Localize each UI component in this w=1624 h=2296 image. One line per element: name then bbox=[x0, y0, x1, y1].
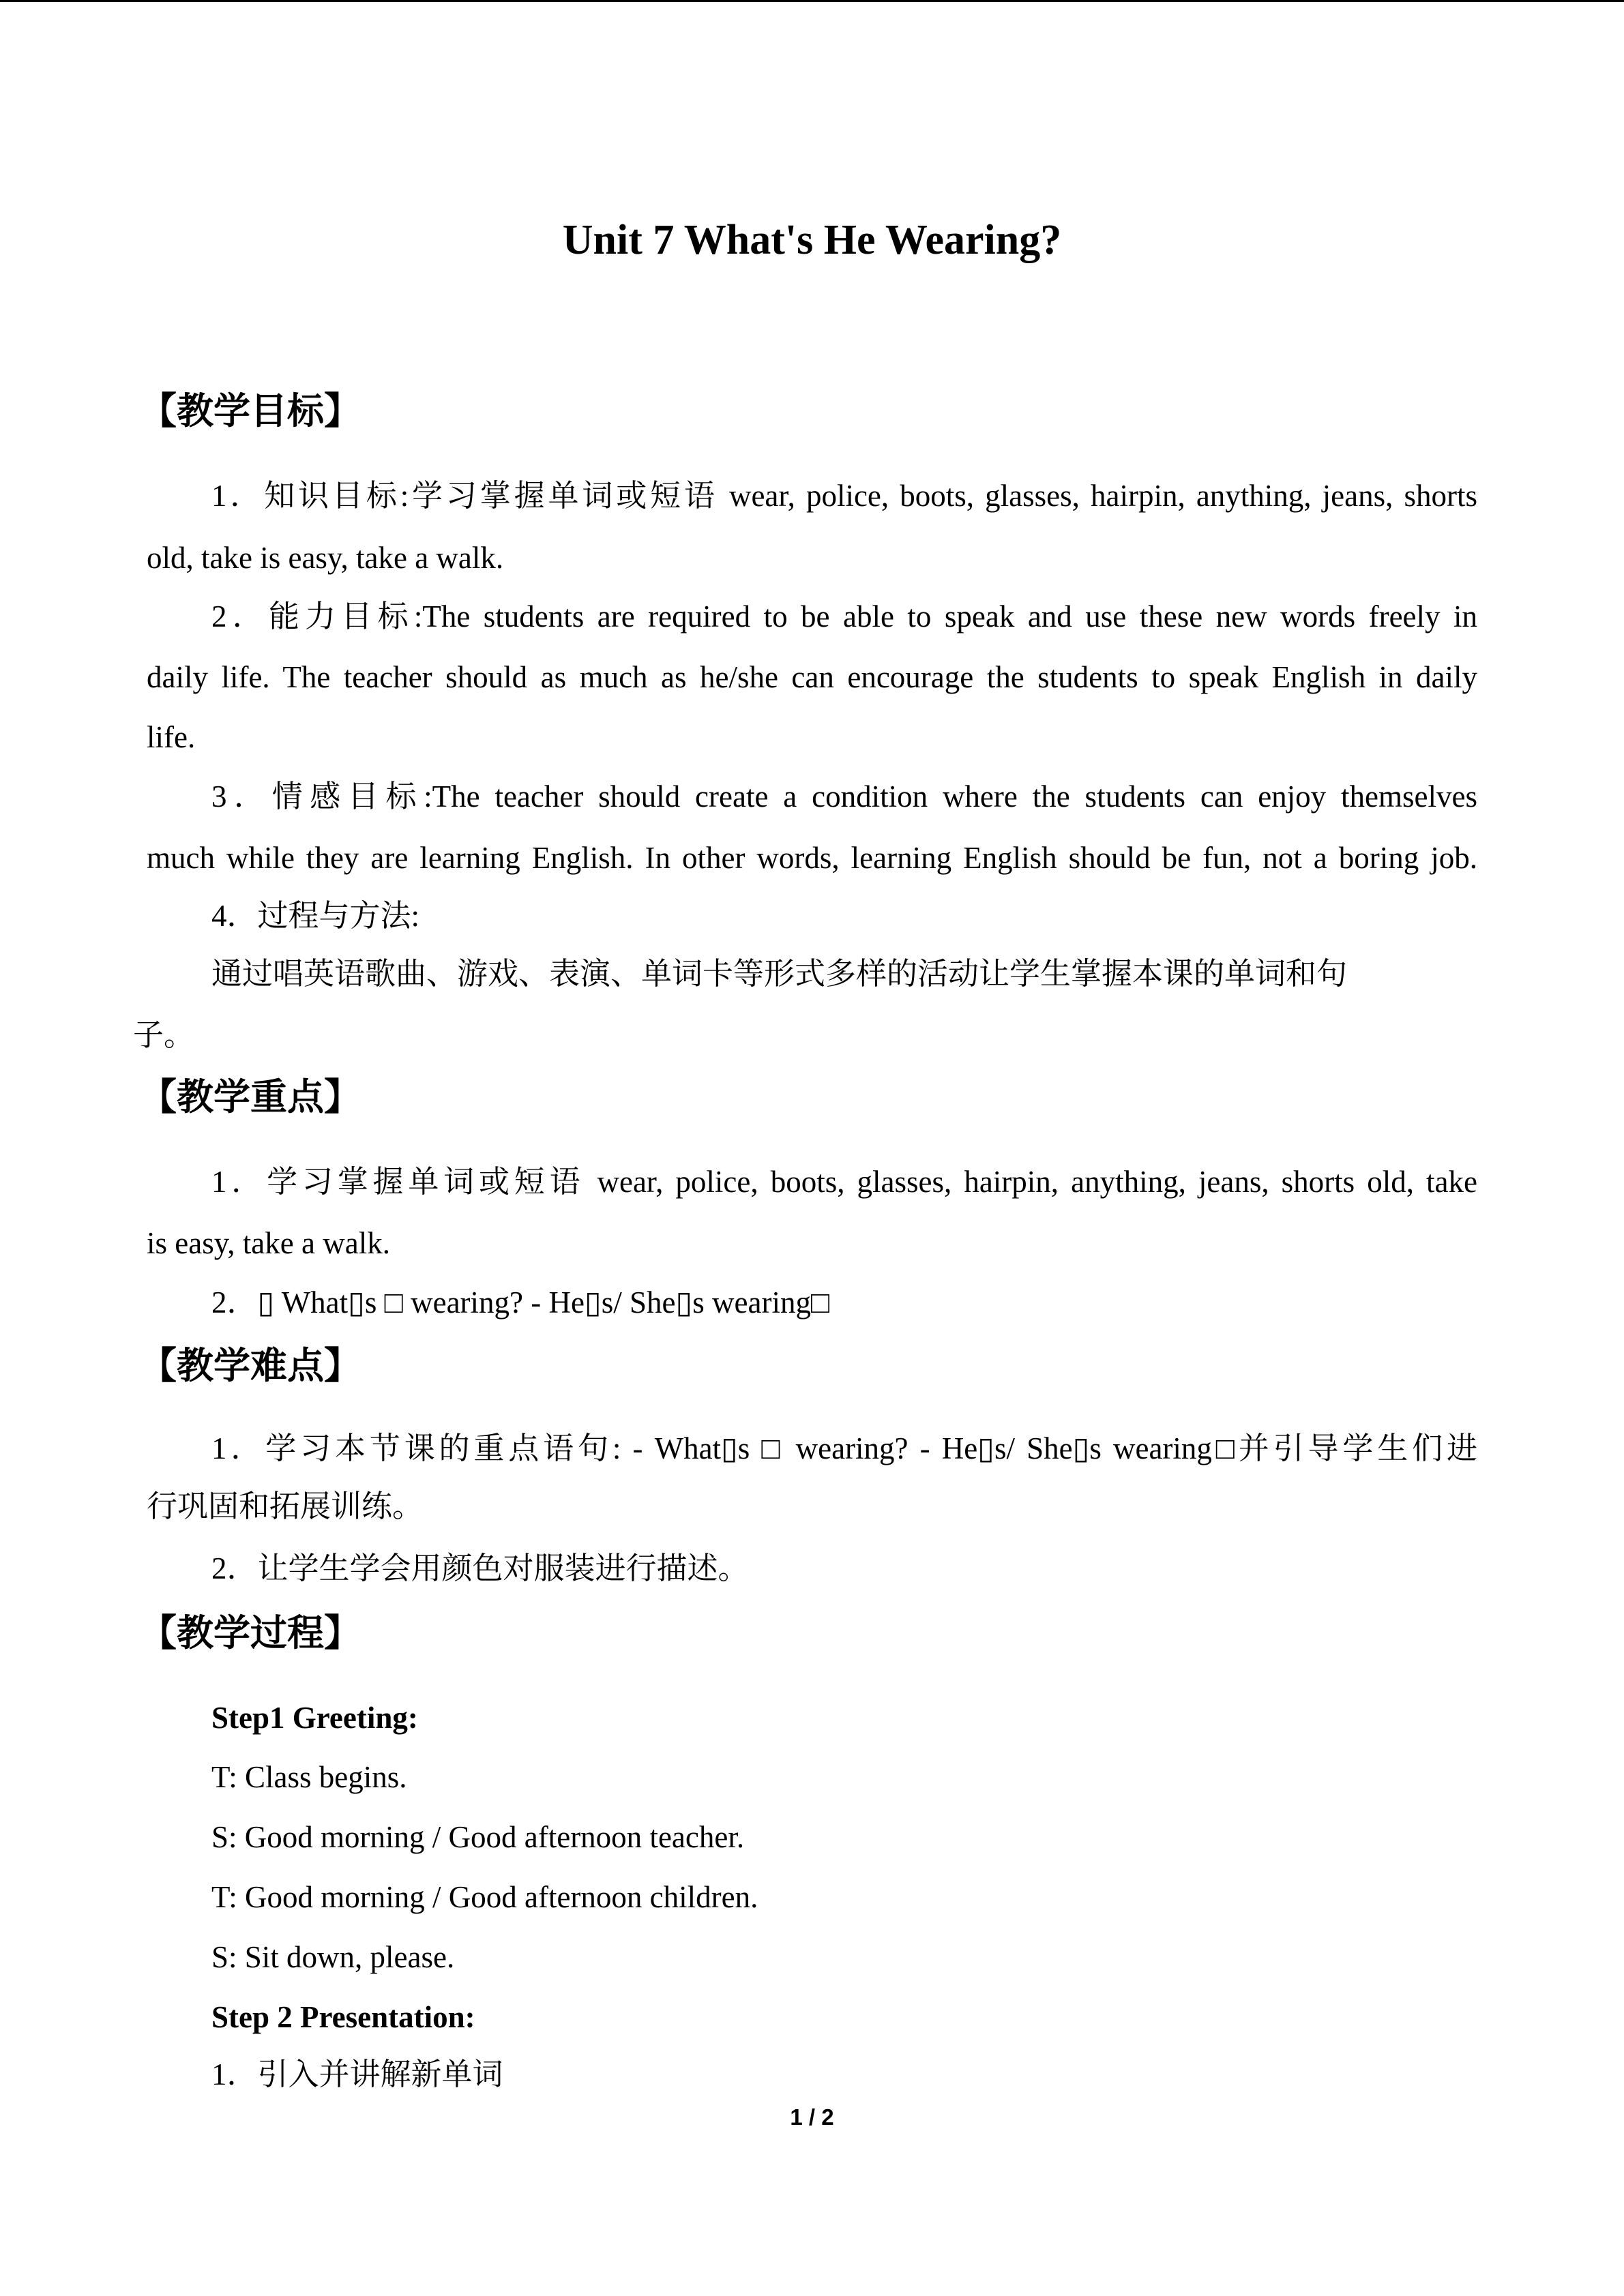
key-points-line: is easy, take a walk. bbox=[147, 1226, 390, 1260]
step1-title: Step1 Greeting: bbox=[211, 1701, 418, 1735]
objectives-line: 4．过程与方法: bbox=[211, 899, 420, 933]
objectives-line: 子。 bbox=[133, 1018, 195, 1052]
section-heading-key-points: 【教学重点】 bbox=[140, 1075, 361, 1118]
objectives-line: 通过唱英语歌曲、游戏、表演、单词卡等形式多样的活动让学生掌握本课的单词和句 bbox=[211, 957, 1348, 991]
step1-line: T: Class begins. bbox=[211, 1760, 407, 1794]
objectives-line: 2．能力目标:The students are required to be able to speak and use these new words freely in bbox=[211, 599, 1477, 633]
step1-line: S: Sit down, please. bbox=[211, 1940, 455, 1974]
page-number: 1 / 2 bbox=[790, 2104, 834, 2130]
objectives-line: 3．情感目标:The teacher should create a condition where the students can enjoy themselves bbox=[211, 779, 1477, 814]
step1-line: S: Good morning / Good afternoon teacher. bbox=[211, 1820, 745, 1854]
objectives-line: much while they are learning English. In other words, learning English should be fun, not a boring job. bbox=[147, 841, 1477, 875]
objectives-line: daily life. The teacher should as much as he/she can encourage the students to speak English in daily bbox=[147, 660, 1477, 694]
section-heading-objectives: 【教学目标】 bbox=[140, 389, 361, 432]
step2-line: 1．引入并讲解新单词 bbox=[211, 2057, 503, 2091]
difficulties-line: 行巩固和拓展训练。 bbox=[147, 1489, 424, 1523]
document-title: Unit 7 What's He Wearing? bbox=[562, 217, 1062, 263]
difficulties-line: 1．学习本节课的重点语句: - What▯s □ wearing? - He▯s/ She▯s wearing□并引导学生们进 bbox=[211, 1431, 1477, 1465]
key-points-line: 2．▯ What▯s □ wearing? - He▯s/ She▯s wearing□ bbox=[211, 1285, 830, 1320]
objectives-line: old, take is easy, take a walk. bbox=[147, 541, 504, 575]
step2-title: Step 2 Presentation: bbox=[211, 2000, 475, 2034]
top-border-line bbox=[0, 0, 1624, 2]
objectives-line: 1．知识目标:学习掌握单词或短语 wear, police, boots, glasses, hairpin, anything, jeans, shorts bbox=[211, 479, 1477, 513]
objectives-line: life. bbox=[147, 720, 196, 754]
section-heading-difficulties: 【教学难点】 bbox=[140, 1344, 361, 1387]
section-heading-process: 【教学过程】 bbox=[140, 1611, 361, 1654]
difficulties-line: 2．让学生学会用颜色对服装进行描述。 bbox=[211, 1551, 749, 1585]
step1-line: T: Good morning / Good afternoon children. bbox=[211, 1880, 758, 1914]
key-points-line: 1．学习掌握单词或短语 wear, police, boots, glasses, hairpin, anything, jeans, shorts old, take bbox=[211, 1165, 1477, 1199]
